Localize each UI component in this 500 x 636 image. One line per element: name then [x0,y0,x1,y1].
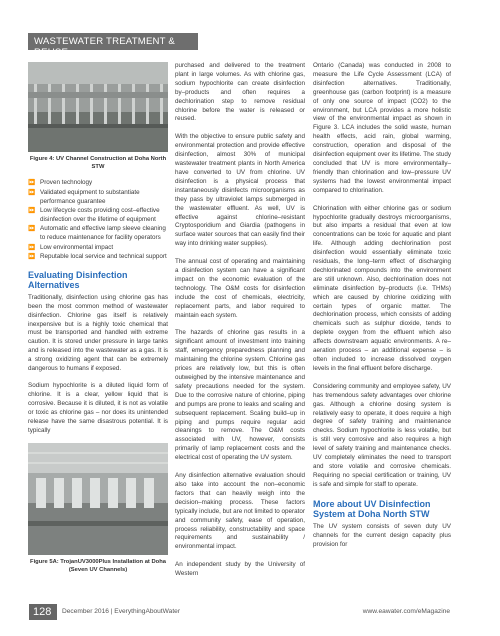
double-arrow-bullet-icon: ⏩ [28,207,36,214]
list-item: ⏩ Low lifecycle costs providing cost–effective disinfection over the lifetime of equipment [28,206,160,223]
section-heading-evaluating: Evaluating Disinfection Alternatives [28,269,128,291]
footer-issue-label: December 2016 | EverythingAboutWater [62,608,181,615]
list-item: ⏩ Validated equipment to substantiate performance guarantee [28,188,140,205]
list-item: ⏩ Low environmental impact [28,243,114,251]
page-footer [0,604,500,624]
column-middle [175,62,305,588]
double-arrow-bullet-icon: ⏩ [28,180,36,187]
section-heading-more-about-uv: More about UV Disinfection System at Doha North STW [313,498,431,520]
body-paragraph: With the objective to ensure public safety and environmental protection and provide effective disinfection, almost 30% of municipal wastewater treatment plants in North America have converted to UV from chlorine. UV disinfection is a physical process that instantaneously disinfects microorganisms as they pass by ultraviolet lamps submerged in the wastewater effluent. As well, UV is effective against chlorine–resistant Cryptosporidium and Giardia (pathogens in surface water sources that can easily find their way into drinking water supplies). [175,133,305,248]
double-arrow-bullet-icon: ⏩ [28,189,36,196]
body-paragraph: purchased and delivered to the treatment plant in large volumes. As with chlorine gas, sodium hypochlorite can create disinfection by–products and often requires a dechlorination step to remove residual chlorine before the water is released or reused. [175,62,305,123]
body-paragraph: The UV system consists of seven duty UV channels for the current design capacity plus provision for [313,522,451,548]
body-paragraph: The annual cost of operating and maintaining a disinfection system can have a significant impact on the economic evaluation of the technology. The O&M costs for disinfection include the cost of chemicals, electricity, replacement parts, and labor required to maintain each system. [175,258,305,319]
double-arrow-bullet-icon: ⏩ [28,226,36,233]
double-arrow-bullet-icon: ⏩ [28,244,36,251]
body-paragraph: Chlorination with either chlorine gas or sodium hypochlorite gradually destroys microorganisms, but also imparts a residual that even at low concentrations can be toxic for aquatic and plant life. Although adding dechlorination post disinfection would essentially eliminate toxic residuals, the long–term effect of discharging dechlorinated compounds into the environment are still unknown. Also, dechlorination does not eliminate disinfection by–products (i.e. THMs) which are caused by chlorine oxidizing with certain types of organic matter. The dechlorination process, which consists of adding chemicals such as sulphur dioxide, tends to deplete oxygen from the effluent which also affects downstream aquatic environments. A re–aeration process – an additional expense – is often included to increase dissolved oxygen levels in the final effluent before discharge. [313,204,451,372]
figure5a-photo [28,443,168,555]
body-paragraph: Ontario (Canada) was conducted in 2008 to measure the Life Cycle Assessment (LCA) of disinfection alternatives. Traditionally, greenhouse gas (carbon footprint) is a measure of only one source of impact (CO2) to the environment, but LCA provides a more holistic view of the environmental impact as shown in Figure 3. LCA includes the solid waste, human health effects, acid rain, global warming, construction, operation and disposal of the disinfection equipment over its lifetime. The study concluded that UV is more environmentally–friendly than chlorination and low–pressure UV systems had the lowest environmental impact compared to chlorination. [313,62,451,194]
uv-installation-image [28,443,168,555]
column-right [313,62,451,558]
list-item: ⏩ Automatic and effective lamp sleeve cleaning to reduce maintenance for facility operators [28,225,166,242]
figure5a-caption: Figure 5A: TrojanUV3000Plus Installation at Doha (Seven UV Channels) [30,559,166,574]
page-number: 128 [29,604,57,620]
figure4-photo [28,62,168,152]
body-paragraph: Any disinfection alternative evaluation should also take into account the non–economic factors that can heavily weigh into the decision–making process. These factors typically include, but are not limited to operator and community safety, ease of operation, process reliability, constructability and space requirements and sustainability / environmental impact. [175,472,305,551]
double-arrow-bullet-icon: ⏩ [28,253,36,260]
body-paragraph: The hazards of chlorine gas results in a significant amount of investment into training staff, emergency preparedness planning and maintaining the chlorine system. Chlorine gas prices are relatively low, but this is often outweighed by the intensive maintenance and safety precautions needed for the system. Due to the corrosive nature of chlorine, piping and pumps are prone to leaks and scaling and subsequent replacement. Scaling build–up in piping and pumps require regular acid cleanings to remove. The O&M costs associated with UV, however, consists primarily of lamp replacement costs and the electrical cost of operating the UV system. [175,329,305,462]
uv-channel-construction-image [28,62,168,152]
column-left [28,62,168,583]
body-paragraph: Traditionally, disinfection using chlorine gas has been the most common method of wastewater disinfection. Chlorine gas itself is relatively inexpensive but is a highly toxic chemical that must be transported and handled with extreme caution. It is stored under pressure in large tanks and is released into the wastewater as a gas. It is a strong oxidizing agent that can be extremely dangerous to humans if exposed. [28,293,168,373]
section-header: WASTEWATER TREATMENT & REUSE [28,33,198,50]
body-paragraph: Sodium hypochlorite is a diluted liquid form of chlorine. It is a clear, yellow liquid that is corrosive. Because it is diluted, it is not as volatile or toxic as chlorine gas – nor does its unintended release have the same disastrous potential. It is typically [28,382,168,434]
figure4-caption: Figure 4: UV Channel Construction at Doha North STW [29,156,167,170]
body-paragraph: An independent study by the University of Western [175,561,305,578]
benefits-list [28,179,168,262]
list-item: ⏩ Reputable local service and technical support [28,252,167,260]
list-item: ⏩ Proven technology [28,179,93,187]
footer-url-link[interactable]: www.eawater.com/eMagazine [362,608,450,615]
body-paragraph: Considering community and employee safety, UV has tremendous safety advantages over chlorine gas. Although a chlorine dosing system is relatively easy to operate, it does require a high degree of safety training and maintenance checks. Sodium hypochlorite is less volatile, but is still very corrosive and also requires a high level of safety training and maintenance checks. UV completely eliminates the need to transport and store volatile and corrosive chemicals. Requiring no special certification or training, UV is safe and simple for staff to operate. [313,382,451,488]
